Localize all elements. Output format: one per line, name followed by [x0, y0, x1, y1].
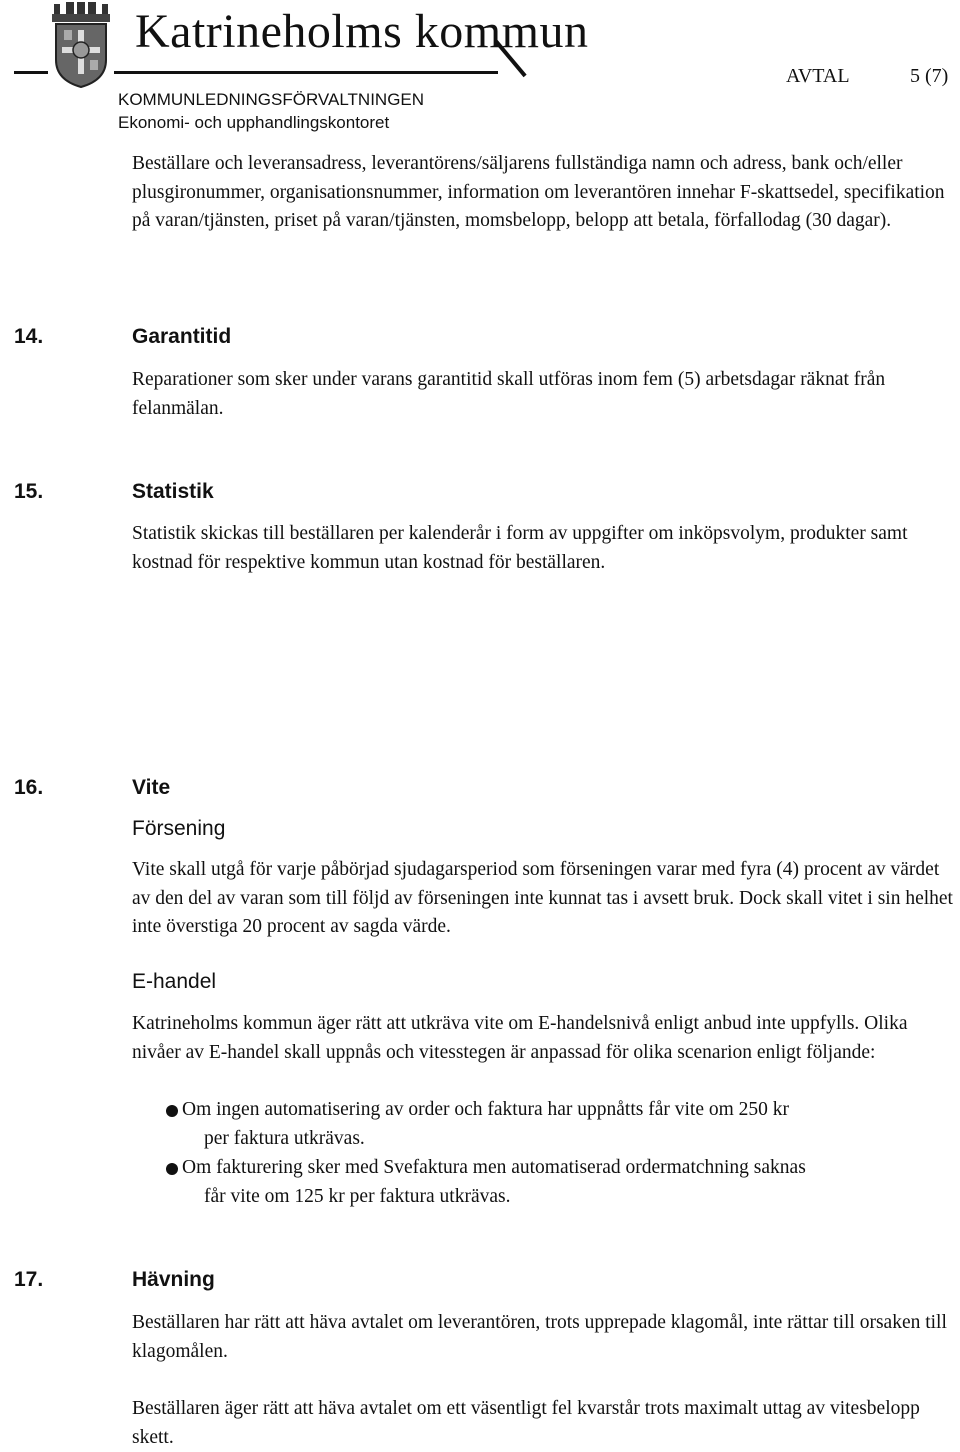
bullet-icon	[166, 1105, 178, 1117]
section-paragraph: Beställaren har rätt att häva avtalet om leverantören, trots upprepade klagomål, inte rättar till orsaken till klagomålen.	[132, 1312, 947, 1362]
organization-unit: Ekonomi- och upphandlingskontoret	[118, 113, 390, 132]
document-type: AVTAL	[786, 65, 850, 87]
section-paragraph: Vite skall utgå för varje påbörjad sjudagarsperiod som förseningen varar med fyra (4) procent av värdet av den del av varan som till följd av förseningen inte kunnat tas i avsett bruk. Dock skall vitet i sin helhet inte överstiga 20 procent av sagda värde.	[132, 859, 953, 937]
section-paragraph: Statistik skickas till beställaren per kalenderår i form av uppgifter om inköpsvolym, produkter samt kostnad för respektive kommun utan kostnad för beställaren.	[132, 523, 908, 573]
header-rule-right	[114, 71, 498, 74]
bullet-icon	[166, 1163, 178, 1175]
page-number: 5 (7)	[910, 65, 949, 87]
section-number: 14.	[14, 325, 44, 348]
section-number: 15.	[14, 480, 44, 503]
section-title: Statistik	[132, 480, 214, 503]
section-title: Garantitid	[132, 325, 232, 348]
list-item-text: får vite om 125 kr per faktura utkrävas.	[204, 1185, 511, 1207]
subsection-heading: Försening	[132, 817, 226, 840]
list-item-text: Om fakturering sker med Svefaktura men automatiserad ordermatchning saknas	[182, 1157, 806, 1178]
municipality-wordmark: Katrineholms kommun	[135, 5, 589, 58]
section-paragraph: Katrineholms kommun äger rätt att utkräva vite om E-handelsnivå enligt anbud inte uppfylls. Olika nivåer av E-handel skall uppnås och vitesstegen är anpassad för olika scenarion enligt följande:	[132, 1013, 908, 1063]
list-item	[182, 1154, 958, 1211]
section-number: 16.	[14, 776, 44, 799]
list-item	[182, 1096, 958, 1153]
section-title: Hävning	[132, 1268, 215, 1291]
subsection-heading: E-handel	[132, 970, 217, 993]
section-paragraph: Beställaren äger rätt att häva avtalet om ett väsentligt fel kvarstår trots maximalt uttag av vitesbelopp skett.	[132, 1398, 920, 1448]
organization-name: KOMMUNLEDNINGSFÖRVALTNINGEN	[118, 90, 425, 109]
section-title: Vite	[132, 776, 171, 799]
municipality-crest-logo	[48, 2, 114, 88]
section-paragraph: Reparationer som sker under varans garantitid skall utföras inom fem (5) arbetsdagar räknat från felanmälan.	[132, 369, 886, 419]
header-rule-left	[14, 71, 48, 74]
intro-paragraph: Beställare och leveransadress, leverantörens/säljarens fullständiga namn och adress, bank och/eller plusgironummer, organisationsnummer, information om leverantören innehar F-skattsedel, specifikation på varan/tjänsten, priset på varan/tjänsten, momsbelopp, belopp att betala, förfallodag (30 dagar).	[132, 153, 945, 231]
list-item-text: per faktura utkrävas.	[204, 1127, 365, 1149]
section-number: 17.	[14, 1268, 44, 1291]
list-item-text: Om ingen automatisering av order och faktura har uppnåtts får vite om 250 kr	[182, 1099, 790, 1120]
